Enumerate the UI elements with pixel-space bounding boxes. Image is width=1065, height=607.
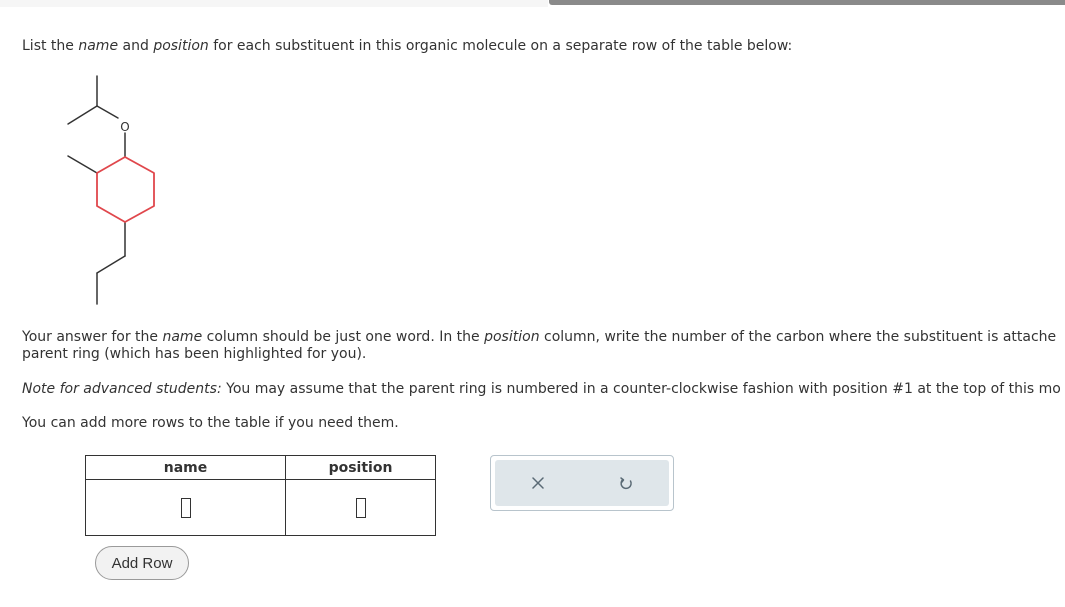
- answer-table: [85, 455, 436, 536]
- question-prompt: List the name and position for each substituent in this organic molecule on a separate row of the table below:: [22, 38, 793, 54]
- close-icon: [532, 477, 544, 489]
- progress-bar: [549, 0, 1065, 5]
- advanced-note: Note for advanced students: You may assume that the parent ring is numbered in a counter-clockwise fashion with position #1 at the top of this mo: [22, 381, 1061, 397]
- top-bar-left: [0, 0, 548, 7]
- position-input[interactable]: [356, 498, 366, 518]
- undo-button[interactable]: [583, 460, 669, 506]
- add-rows-hint: You can add more rows to the table if you need them.: [22, 415, 399, 431]
- name-cell: [86, 480, 286, 536]
- header-position: position: [286, 456, 436, 480]
- undo-icon: [619, 476, 633, 490]
- add-row-button[interactable]: Add Row: [95, 546, 189, 580]
- parent-ring: [97, 157, 154, 222]
- answer-table-header: [86, 456, 436, 480]
- oxygen-atom-label: O: [120, 120, 130, 134]
- table-row: [86, 480, 436, 536]
- name-input[interactable]: [181, 498, 191, 518]
- molecule-structure: [50, 70, 180, 310]
- answer-tools: [490, 455, 674, 511]
- header-name: name: [86, 456, 286, 480]
- clear-button[interactable]: [495, 460, 581, 506]
- instruction-text: Your answer for the name column should be just one word. In the position column, write the number of the carbon where the substituent is attache: [22, 329, 1057, 345]
- answer-tools-bar: [495, 460, 669, 506]
- position-cell: [286, 480, 436, 536]
- instruction-text-continued: parent ring (which has been highlighted for you).: [22, 346, 367, 362]
